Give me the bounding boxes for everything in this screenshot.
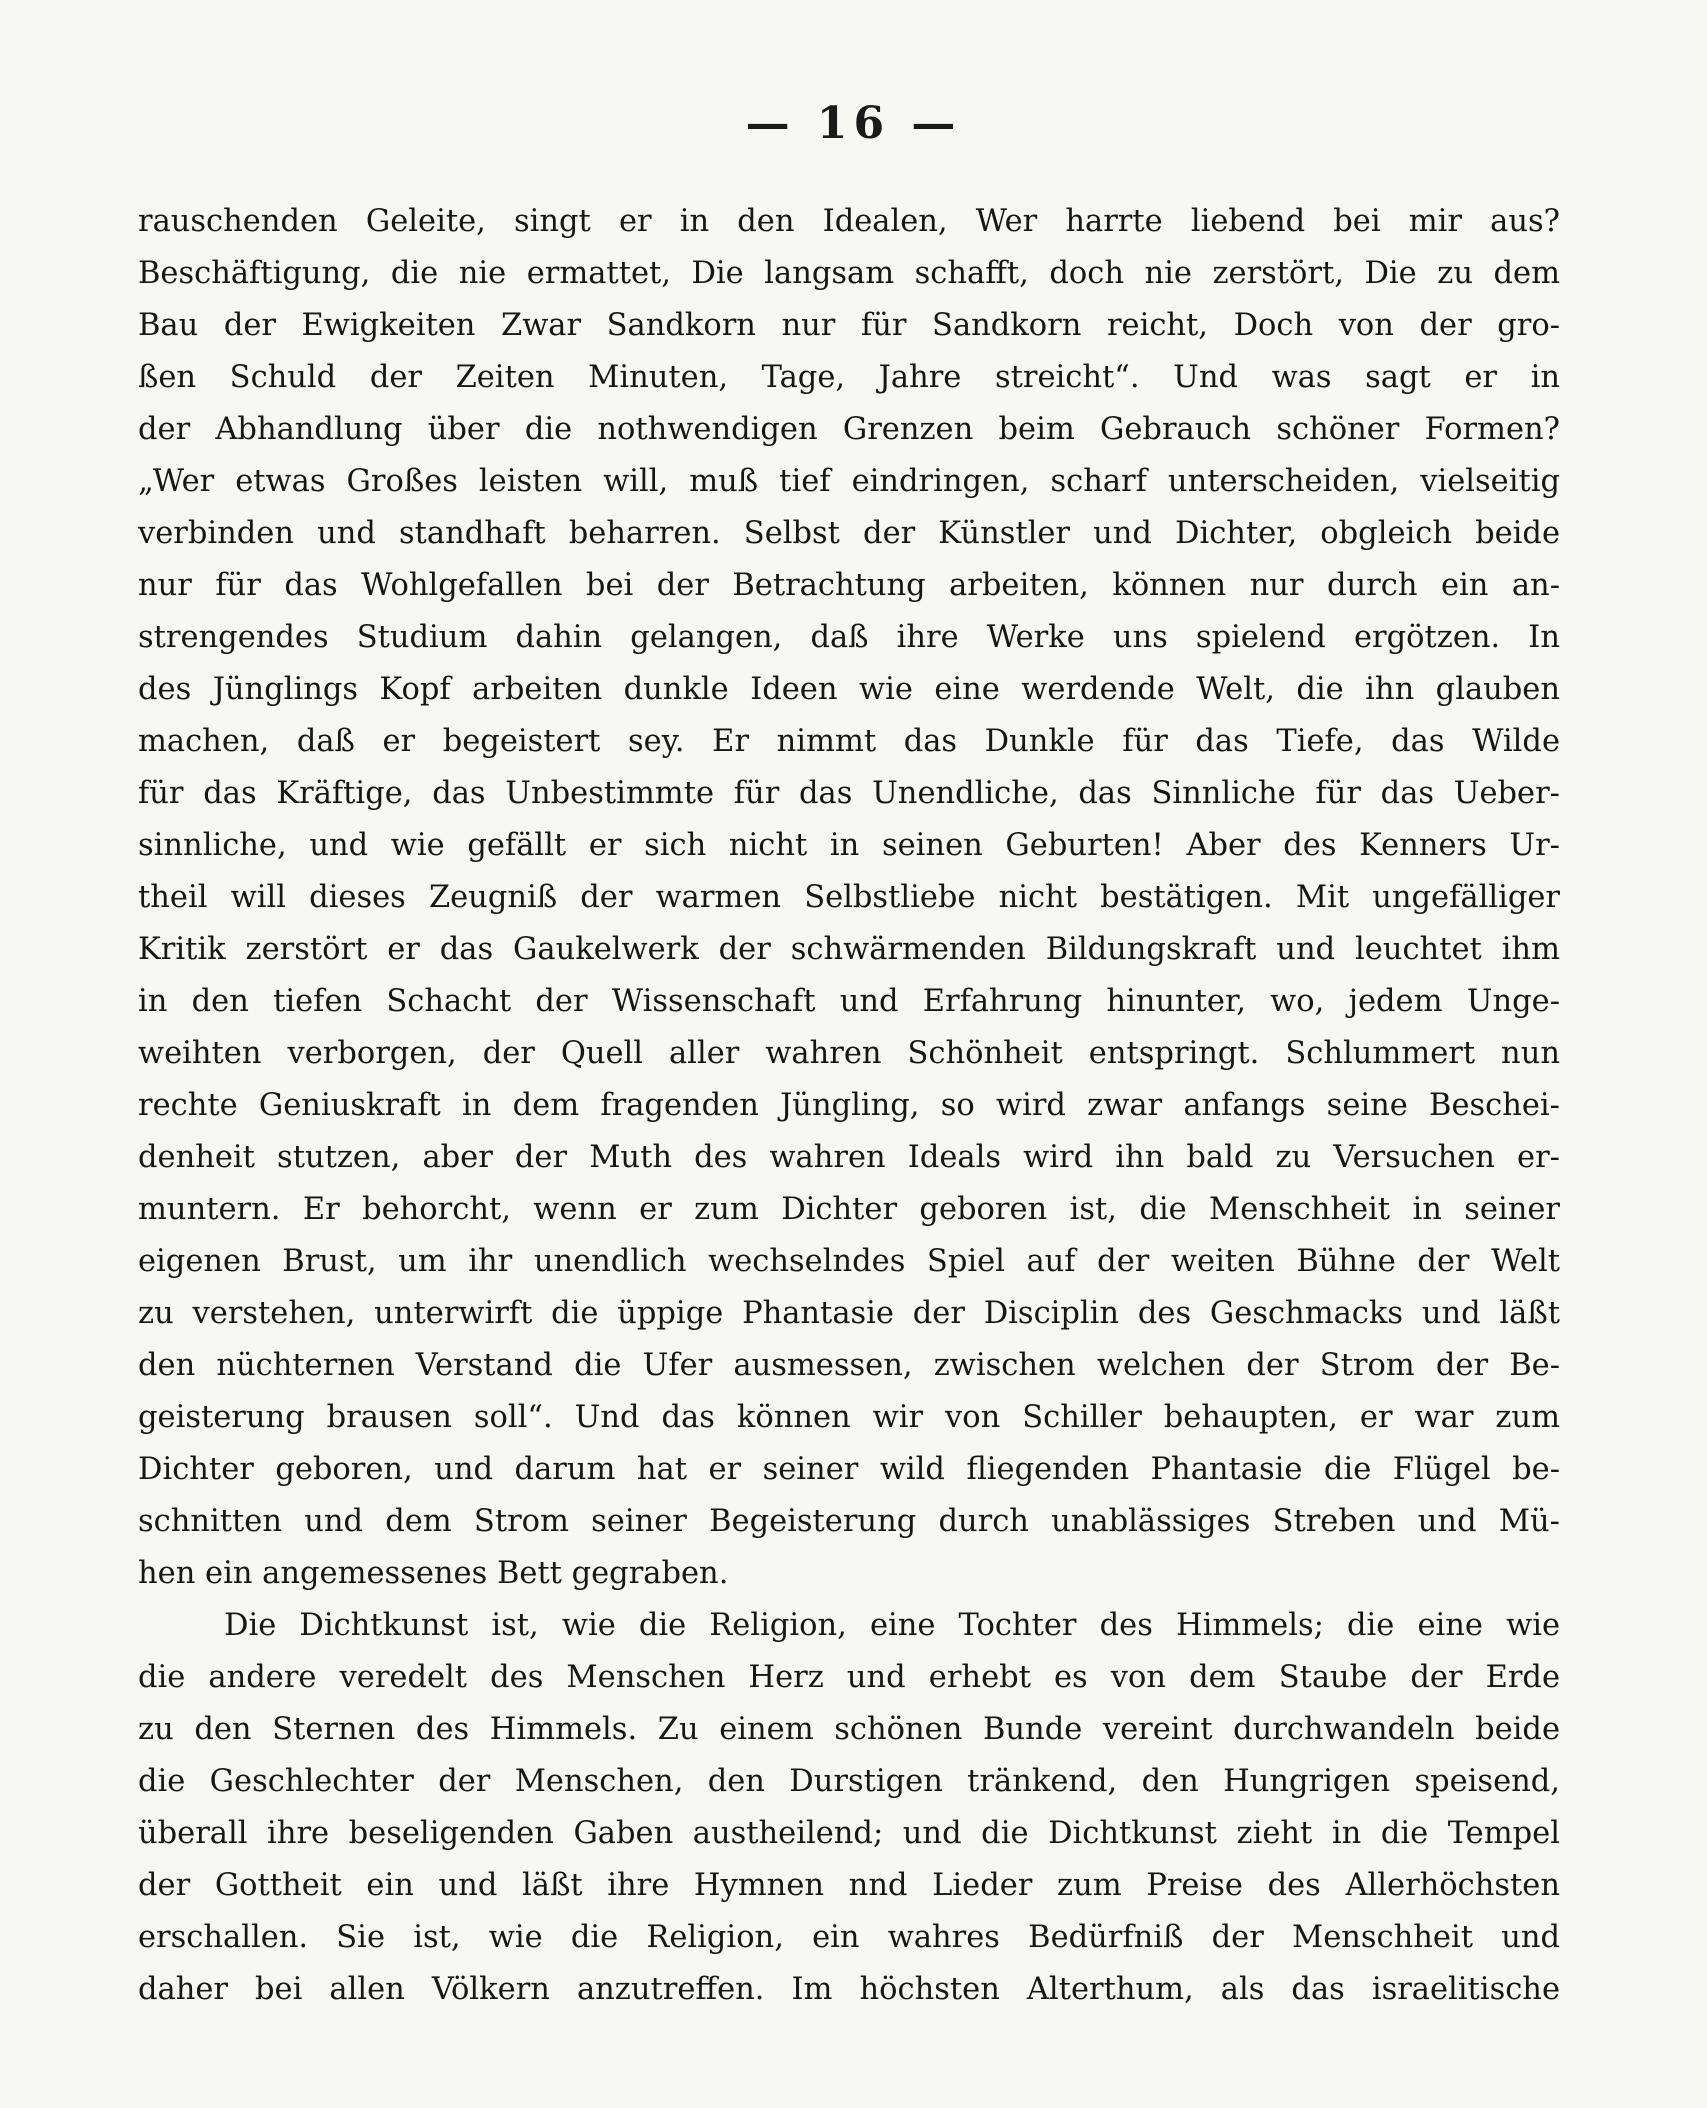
text-line: geisterung brausen soll“. Und das können wir von Schiller behaupten, er war zum xyxy=(138,1400,1560,1435)
text-line: eigenen Brust, um ihr unendlich wechselndes Spiel auf der weiten Bühne der Welt xyxy=(138,1244,1560,1279)
text-line: ßen Schuld der Zeiten Minuten, Tage, Jahre streicht“. Und was sagt er in xyxy=(138,360,1560,395)
text-line: erschallen. Sie ist, wie die Religion, ein wahres Bedürfniß der Menschheit und xyxy=(138,1920,1560,1955)
text-line: Dichter geboren, und darum hat er seiner wild fliegenden Phantasie die Flügel be- xyxy=(138,1452,1560,1487)
text-line-paragraph-start: Die Dichtkunst ist, wie die Religion, eine Tochter des Himmels; die eine wie xyxy=(224,1608,1560,1643)
text-line: nur für das Wohlgefallen bei der Betrachtung arbeiten, können nur durch ein an- xyxy=(138,568,1560,603)
text-line: theil will dieses Zeugniß der warmen Selbstliebe nicht bestätigen. Mit ungefälliger xyxy=(138,880,1560,915)
text-line: schnitten und dem Strom seiner Begeisterung durch unablässiges Streben und Mü- xyxy=(138,1504,1560,1539)
text-line: Kritik zerstört er das Gaukelwerk der schwärmenden Bildungskraft und leuchtet ihm xyxy=(138,932,1560,967)
text-line: strengendes Studium dahin gelangen, daß ihre Werke uns spielend ergötzen. In xyxy=(138,620,1560,655)
text-line: Beschäftigung, die nie ermattet, Die langsam schafft, doch nie zerstört, Die zu dem xyxy=(138,256,1560,291)
text-line: überall ihre beseligenden Gaben austheilend; und die Dichtkunst zieht in die Tempel xyxy=(138,1816,1560,1851)
text-line: zu den Sternen des Himmels. Zu einem schönen Bunde vereint durchwandeln beide xyxy=(138,1712,1560,1747)
page-number: — 16 — xyxy=(745,98,962,149)
text-line: der Gottheit ein und läßt ihre Hymnen nnd Lieder zum Preise des Allerhöchsten xyxy=(138,1868,1560,1903)
text-line: sinnliche, und wie gefällt er sich nicht in seinen Geburten! Aber des Kenners Ur- xyxy=(138,828,1560,863)
text-line: machen, daß er begeistert sey. Er nimmt das Dunkle für das Tiefe, das Wilde xyxy=(138,724,1560,759)
text-line: die Geschlechter der Menschen, den Durstigen tränkend, den Hungrigen speisend, xyxy=(138,1764,1560,1799)
text-line: „Wer etwas Großes leisten will, muß tief eindringen, scharf unterscheiden, vielseitig xyxy=(138,464,1560,499)
text-line: Bau der Ewigkeiten Zwar Sandkorn nur für Sandkorn reicht, Doch von der gro- xyxy=(138,308,1560,343)
text-line: den nüchternen Verstand die Ufer ausmessen, zwischen welchen der Strom der Be- xyxy=(138,1348,1560,1383)
text-line: zu verstehen, unterwirft die üppige Phantasie der Disciplin des Geschmacks und läßt xyxy=(138,1296,1560,1331)
text-line: denheit stutzen, aber der Muth des wahren Ideals wird ihn bald zu Versuchen er- xyxy=(138,1140,1560,1175)
text-line: muntern. Er behorcht, wenn er zum Dichter geboren ist, die Menschheit in seiner xyxy=(138,1192,1560,1227)
text-line: rauschenden Geleite, singt er in den Idealen, Wer harrte liebend bei mir aus? xyxy=(138,204,1560,239)
text-line: in den tiefen Schacht der Wissenschaft und Erfahrung hinunter, wo, jedem Unge- xyxy=(138,984,1560,1019)
text-line-paragraph-end: hen ein angemessenes Bett gegraben. xyxy=(138,1556,729,1591)
text-line: der Abhandlung über die nothwendigen Grenzen beim Gebrauch schöner Formen? xyxy=(138,412,1560,447)
body-text xyxy=(138,196,1560,2016)
text-line: die andere veredelt des Menschen Herz und erhebt es von dem Staube der Erde xyxy=(138,1660,1560,1695)
text-line: daher bei allen Völkern anzutreffen. Im höchsten Alterthum, als das israelitische xyxy=(138,1972,1560,2007)
text-line: des Jünglings Kopf arbeiten dunkle Ideen wie eine werdende Welt, die ihn glauben xyxy=(138,672,1560,707)
text-line: weihten verborgen, der Quell aller wahren Schönheit entspringt. Schlummert nun xyxy=(138,1036,1560,1071)
text-line: für das Kräftige, das Unbestimmte für das Unendliche, das Sinnliche für das Ueber- xyxy=(138,776,1560,811)
text-line: rechte Geniuskraft in dem fragenden Jüngling, so wird zwar anfangs seine Beschei- xyxy=(138,1088,1560,1123)
text-line: verbinden und standhaft beharren. Selbst der Künstler und Dichter, obgleich beide xyxy=(138,516,1560,551)
